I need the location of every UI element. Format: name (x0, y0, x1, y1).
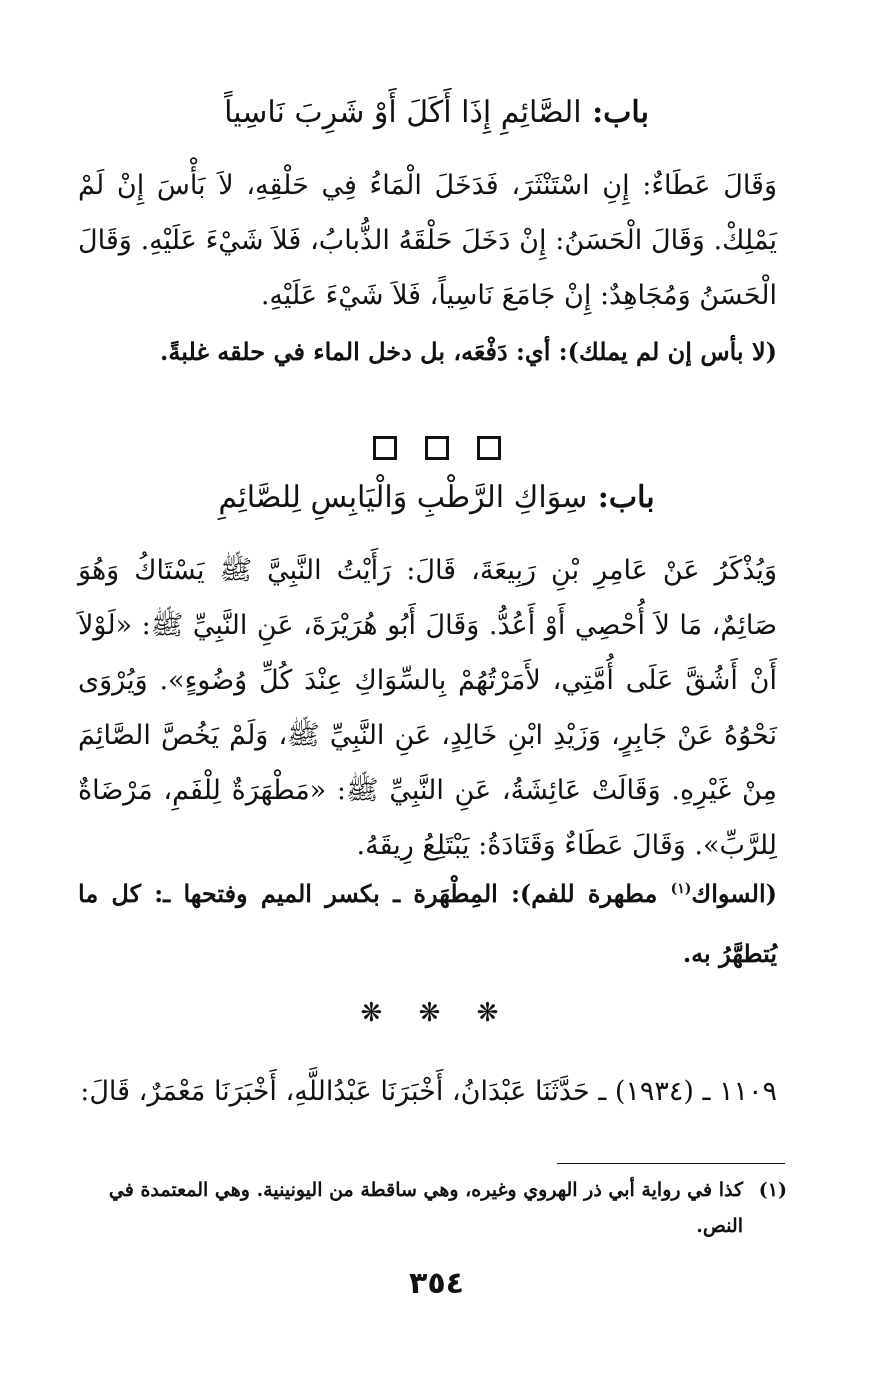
separator-square (477, 436, 501, 460)
commentary-note-2 (78, 859, 777, 984)
chapter-text-2: وَيُذْكَرُ عَنْ عَامِرِ بْنِ رَبِيعَةَ، قَالَ: رَأَيْتُ النَّبِيَّ ﷺ يَسْتَاكُ وَهُوَ صَائِمٌ، مَا لاَ أُحْصِي أَوْ أَعُدُّ. وَقَالَ أَبُو هُرَيْرَةَ، عَنِ النَّبِيِّ ﷺ: «لَوْلاَ أَنْ أَشُقَّ عَلَى أُمَّتِي، لأَمَرْتُهُمْ بِالسِّوَاكِ عِنْدَ كُلِّ وُضُوءٍ». وَيُرْوَى نَحْوُهُ عَنْ جَابِرٍ، وَزَيْدِ ابْنِ خَالِدٍ، عَنِ النَّبِيِّ ﷺ، وَلَمْ يَخُصَّ الصَّائِمَ مِنْ غَيْرِهِ. وَقَالَتْ عَائِشَةُ، عَنِ النَّبِيِّ ﷺ: «مَطْهَرَةٌ لِلْفَمِ، مَرْضَاةٌ لِلرَّبِّ». وَقَالَ عَطَاءٌ وَقَتَادَةُ: يَبْتَلِعُ رِيقَهُ. (78, 555, 777, 861)
footnote-reference: (١) (670, 881, 692, 897)
note-body: مطهرة للفم): المِطْهَرة ـ بكسر الميم وفتحها ـ: كل ما يُتطهَّرُ به. (78, 879, 777, 968)
footnote-marker: (١) (758, 1179, 787, 1201)
separator-square (373, 436, 397, 460)
stars-separator: ❋ ❋ ❋ (360, 998, 513, 1028)
commentary-note-1: (لا بأس إن لم يملك): أي: دَفْعَه، بل دخل الماء في حلقه غلبةً. (159, 337, 777, 366)
note-lead: (السواك (691, 879, 777, 908)
hadith-line: ١١٠٩ ـ (١٩٣٤) ـ حَدَّثَنَا عَبْدَانُ، أَخْبَرَنَا عَبْدُاللَّهِ، أَخْبَرَنَا مَعْمَرٌ، قَالَ: (80, 1076, 777, 1107)
chapter-title: الصَّائِمِ إِذَا أَكَلَ أَوْ شَرِبَ نَاسِياً (224, 95, 582, 130)
footnote-text: كذا في رواية أبي ذر الهروي وغيره، وهي ساقطة من اليونينية. وهي المعتمدة في النص. (108, 1179, 743, 1237)
chapter-label: باب: (597, 480, 655, 515)
chapter-title: سِوَاكِ الرَّطْبِ وَالْيَابِسِ لِلصَّائِمِ (218, 480, 588, 515)
chapter-text-1: وَقَالَ عَطَاءٌ: إِنِ اسْتَنْثَرَ، فَدَخَلَ الْمَاءُ فِي حَلْقِهِ، لاَ بَأْسَ إِنْ لَمْ يَمْلِكْ. وَقَالَ الْحَسَنُ: إِنْ دَخَلَ حَلْقَهُ الذُّبابُ، فَلاَ شَيْءَ عَلَيْهِ. وَقَالَ الْحَسَنُ وَمُجَاهِدٌ: إِنْ جَامَعَ نَاسِياً، فَلاَ شَيْءَ عَلَيْهِ. (78, 170, 777, 311)
page-number: ٣٥٤ (409, 1266, 464, 1301)
chapter-label: باب: (592, 95, 649, 130)
footnote-rule (557, 1163, 785, 1164)
separator-square (425, 436, 449, 460)
footnote (78, 1172, 787, 1244)
chapter-heading-2 (70, 480, 803, 515)
section-separator (0, 436, 873, 460)
chapter-heading-1 (70, 95, 803, 130)
